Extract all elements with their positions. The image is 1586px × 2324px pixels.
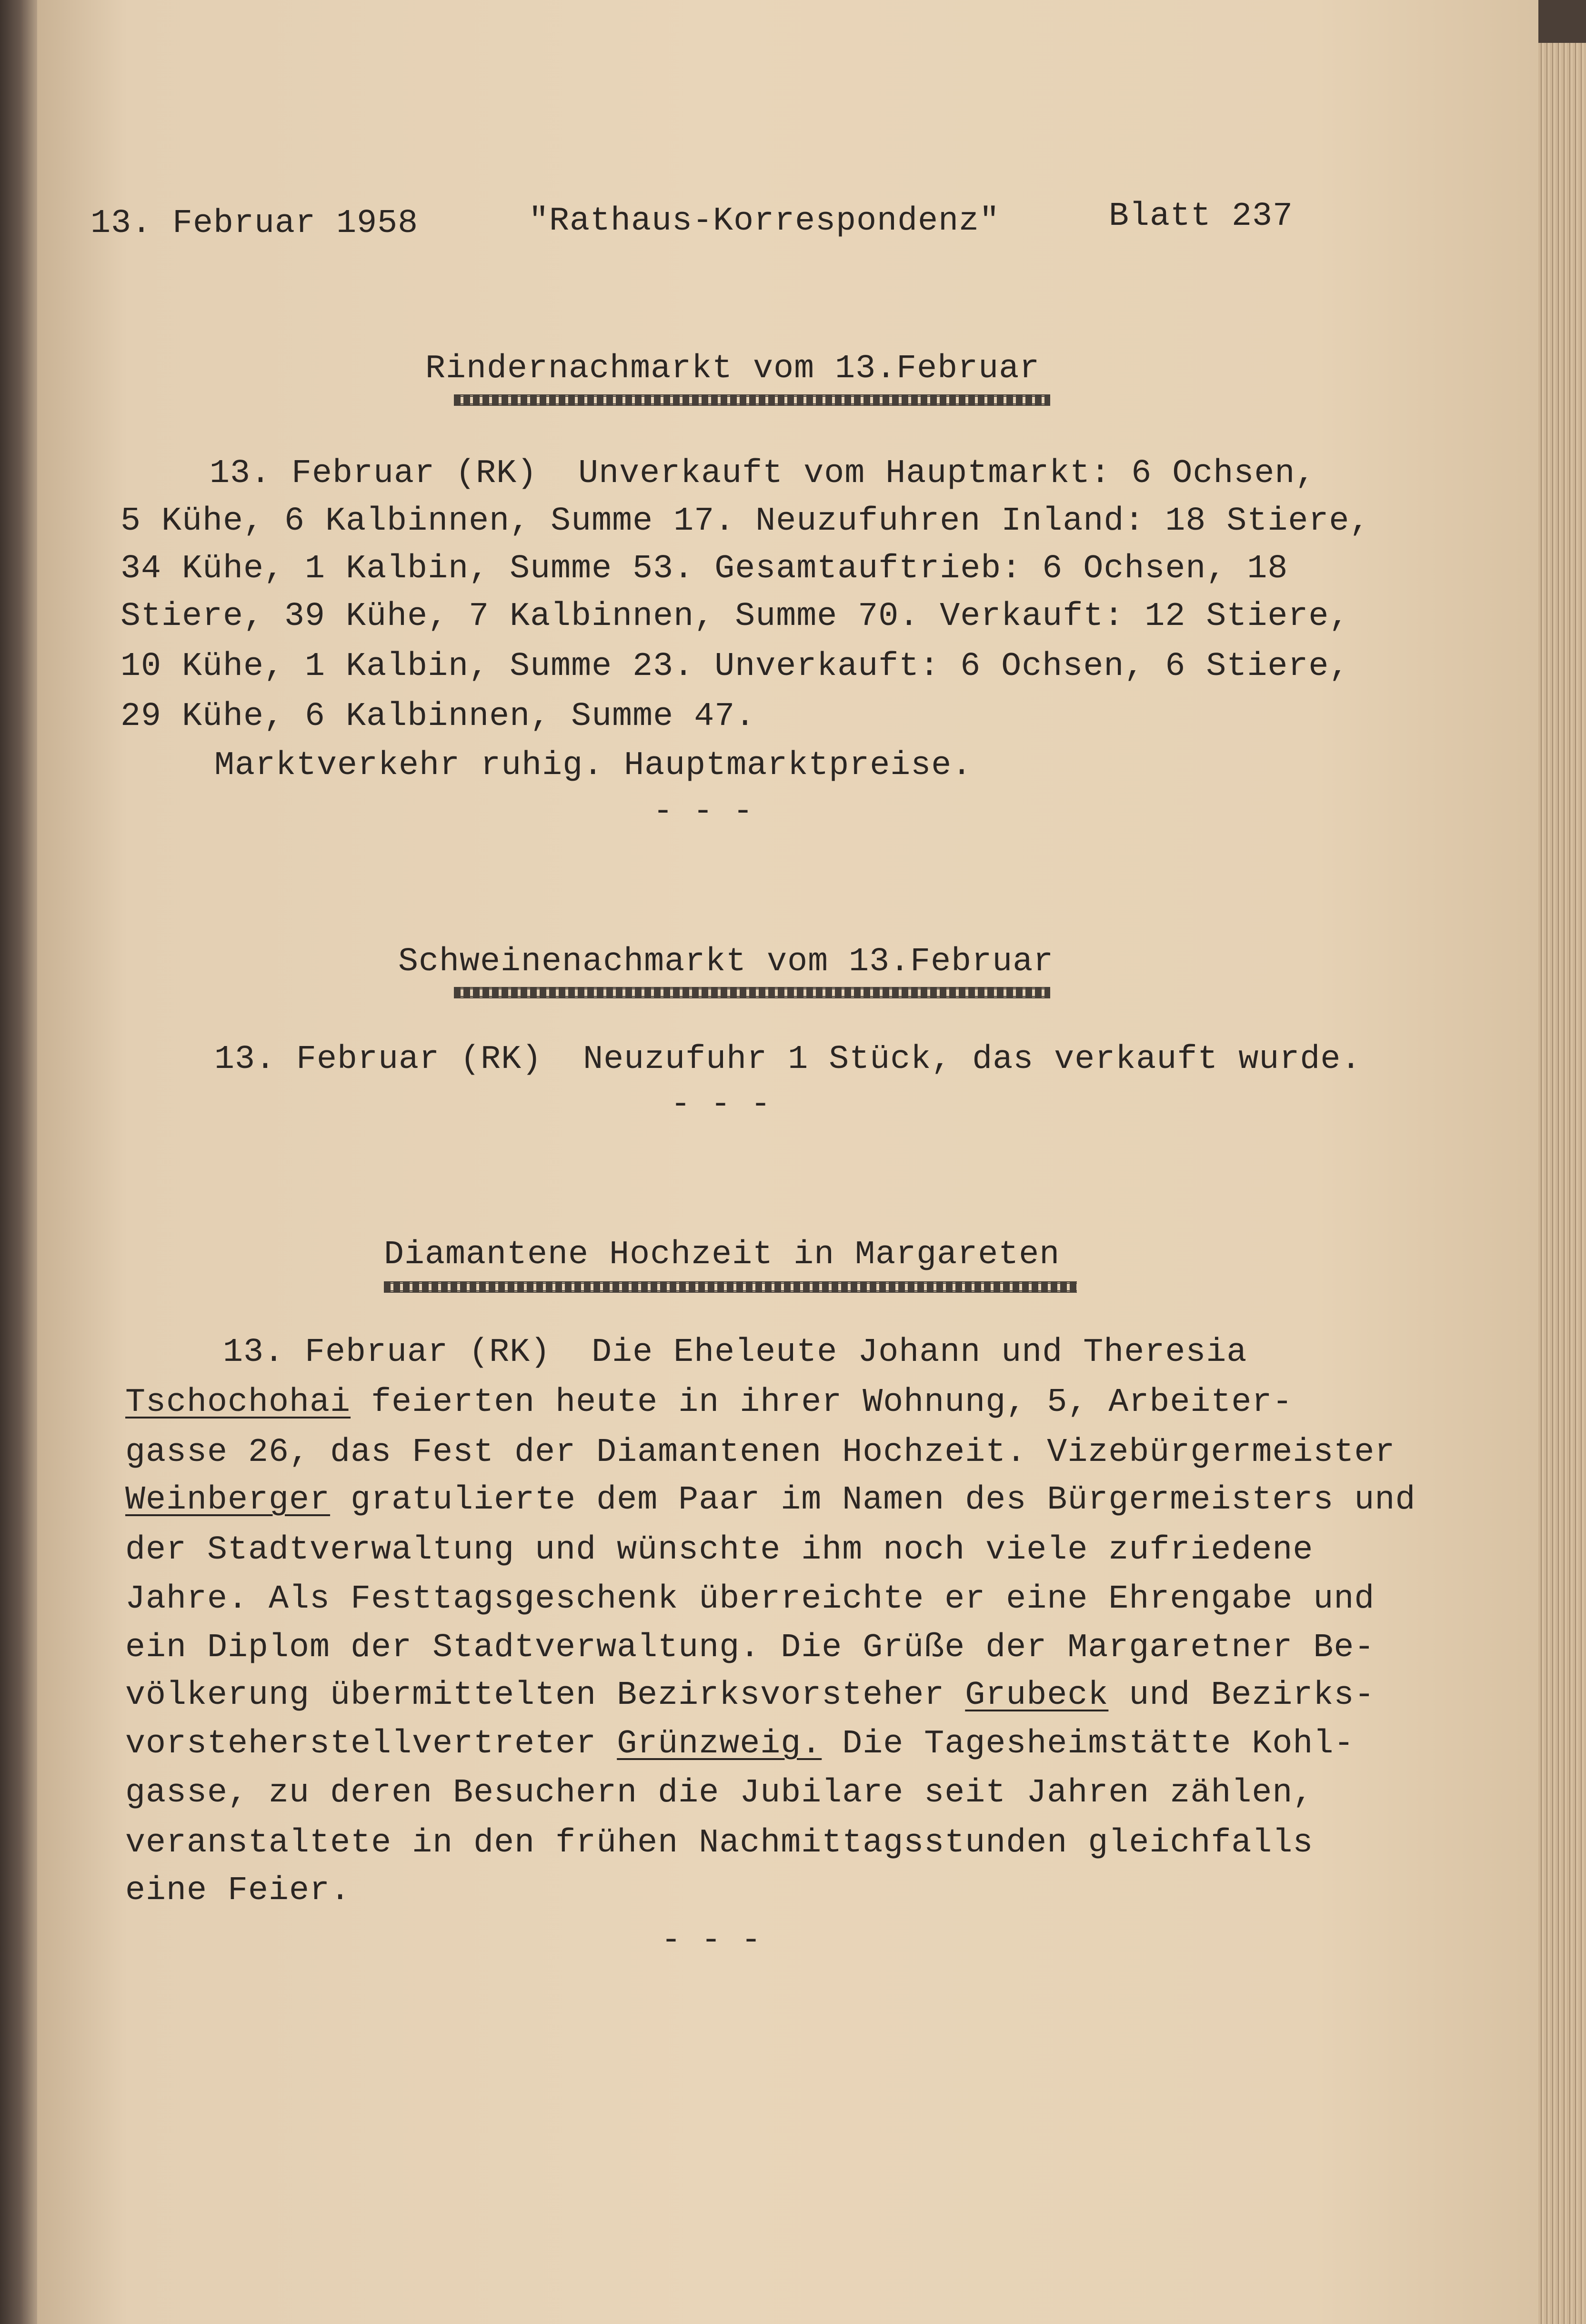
line-text: gratulierte dem Paar im Namen des Bürgermeisters und: [351, 1481, 1416, 1519]
paragraph-line: [125, 1677, 1375, 1715]
paragraph-line: gasse, zu deren Besuchern die Jubilare seit Jahren zählen,: [125, 1774, 1314, 1812]
line-text: völkerung übermittelten Bezirksvorsteher: [125, 1677, 945, 1714]
paragraph-line: ein Diplom der Stadtverwaltung. Die Grüße der Margaretner Be-: [125, 1629, 1375, 1667]
header-date: 13. Februar 1958: [90, 205, 419, 242]
paragraph-line: Jahre. Als Festtagsgeschenk überreichte er eine Ehrengabe und: [125, 1580, 1375, 1618]
section-title-schweinenachmarkt: Schweinenachmarkt vom 13.Februar: [398, 943, 1054, 981]
paragraph-line: 13. Februar (RK) Unverkauft vom Hauptmarkt: 6 Ochsen,: [210, 455, 1316, 493]
paragraph-line: veranstaltete in den frühen Nachmittagsstunden gleichfalls: [125, 1824, 1314, 1862]
name-district-head: Grubeck: [965, 1677, 1109, 1714]
section-title-diamantene-hochzeit: Diamantene Hochzeit in Margareten: [384, 1236, 1060, 1274]
paragraph-line: 29 Kühe, 6 Kalbinnen, Summe 47.: [120, 698, 756, 735]
page-stack-edges: [1538, 43, 1586, 2324]
name-deputy: Grünzweig.: [617, 1725, 822, 1763]
paragraph-line: 13. Februar (RK) Neuzufuhr 1 Stück, das verkauft wurde.: [214, 1041, 1362, 1078]
title-rule: [384, 1281, 1077, 1293]
paragraph-line: 34 Kühe, 1 Kalbin, Summe 53. Gesamtauftrieb: 6 Ochsen, 18: [120, 550, 1288, 588]
paragraph-line: [125, 1384, 1293, 1422]
line-text: Die Tagesheimstätte Kohl-: [842, 1725, 1355, 1763]
name-vice-mayor: Weinberger: [125, 1481, 331, 1519]
document-page: [37, 0, 1538, 2324]
paragraph-line: 10 Kühe, 1 Kalbin, Summe 23. Unverkauft: 6 Ochsen, 6 Stiere,: [120, 648, 1350, 685]
name-couple: Tschochohai: [125, 1384, 351, 1421]
line-text: feierten heute in ihrer Wohnung, 5, Arbeiter-: [371, 1384, 1293, 1421]
title-rule: [454, 987, 1050, 998]
section-title-rindernachmarkt: Rindernachmarkt vom 13.Februar: [425, 350, 1040, 388]
paragraph-line: der Stadtverwaltung und wünschte ihm noch viele zufriedene: [125, 1531, 1314, 1569]
paragraph-line: [125, 1725, 1354, 1763]
paragraph-line: 5 Kühe, 6 Kalbinnen, Summe 17. Neuzufuhren Inland: 18 Stiere,: [120, 503, 1370, 540]
title-rule: [454, 394, 1050, 406]
line-text: vorsteherstellvertreter: [125, 1725, 597, 1763]
paragraph-line: 13. Februar (RK) Die Eheleute Johann und Theresia: [223, 1334, 1247, 1371]
page-stack-top: [1538, 0, 1586, 43]
section-separator: - - -: [661, 1922, 762, 1960]
section-separator: - - -: [653, 793, 753, 831]
header-sheet: Blatt 237: [1109, 198, 1294, 235]
header-publication: "Rathaus-Korrespondenz": [529, 202, 1000, 240]
paragraph-line: Stiere, 39 Kühe, 7 Kalbinnen, Summe 70. Verkauft: 12 Stiere,: [120, 598, 1350, 635]
paragraph-line: eine Feier.: [125, 1872, 351, 1910]
section-separator: - - -: [671, 1086, 771, 1124]
line-text: und Bezirks-: [1129, 1677, 1375, 1714]
paragraph-line: Marktverkehr ruhig. Hauptmarktpreise.: [214, 747, 973, 785]
paragraph-line: gasse 26, das Fest der Diamantenen Hochzeit. Vizebürgermeister: [125, 1434, 1395, 1471]
book-binding: [0, 0, 37, 2324]
paragraph-line: [125, 1481, 1415, 1519]
